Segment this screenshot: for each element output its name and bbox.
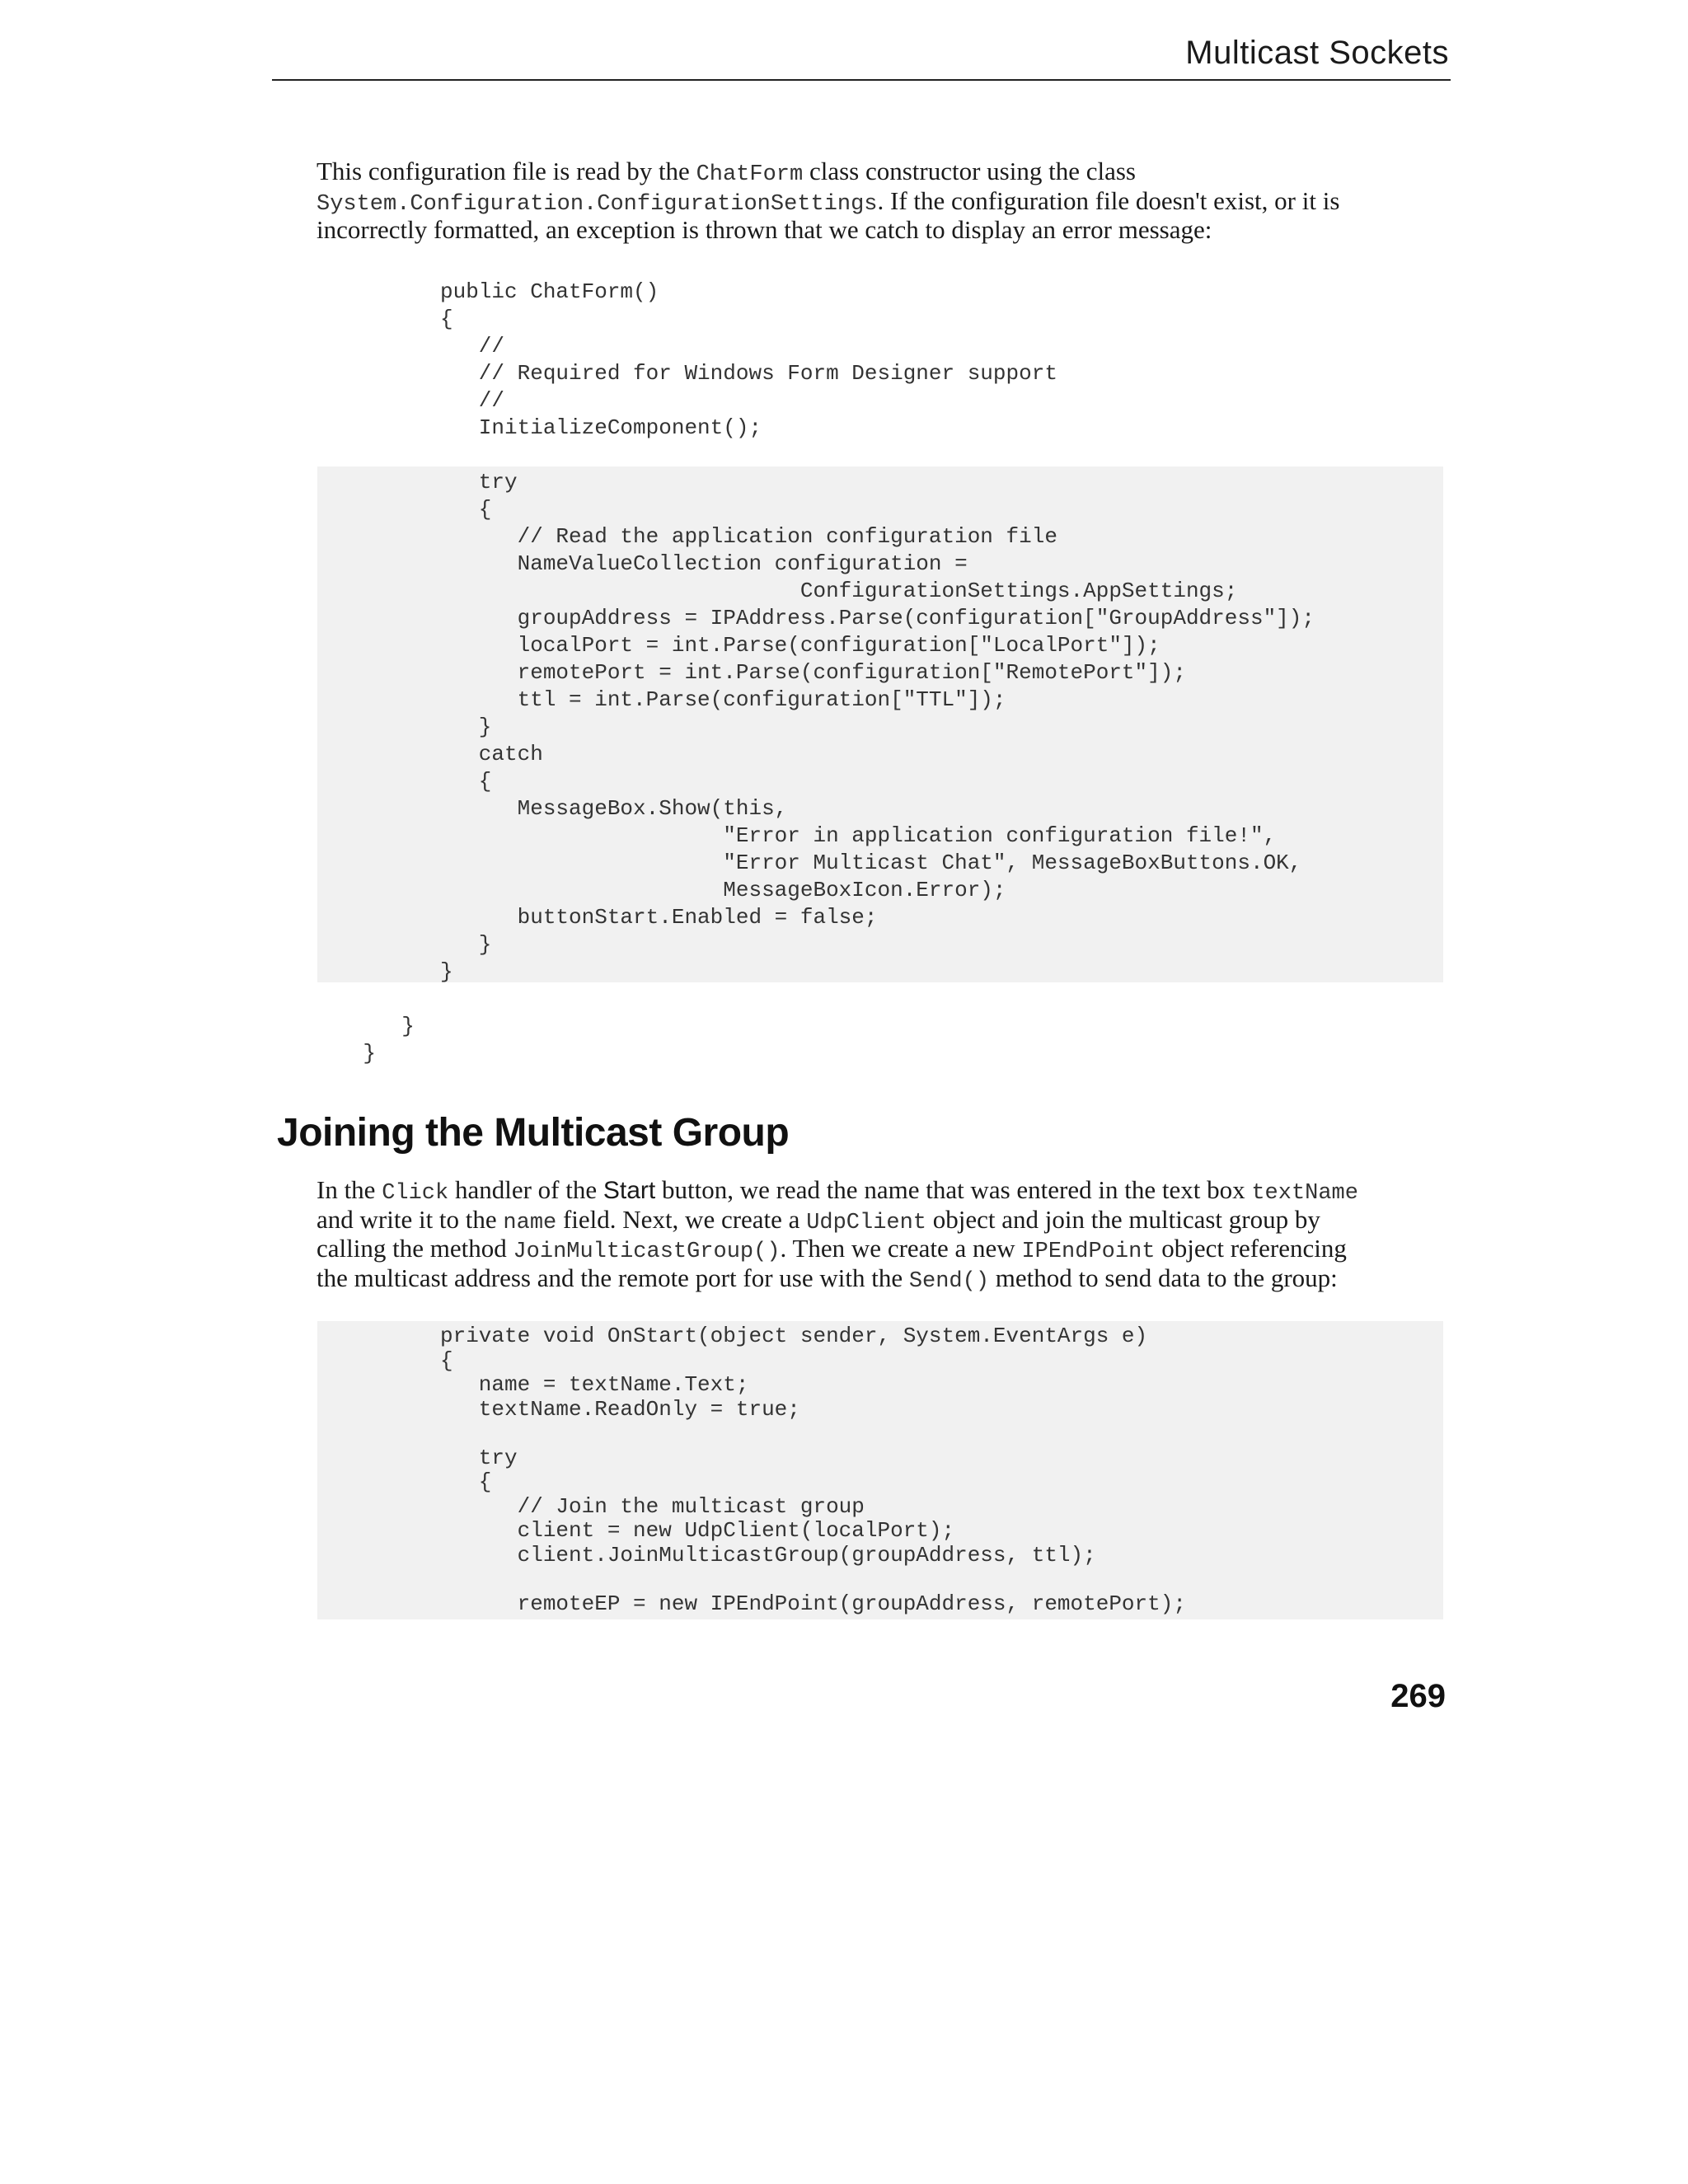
inline-code: Send() bbox=[908, 1268, 990, 1294]
body-paragraph bbox=[316, 1175, 1454, 1292]
code-line: } bbox=[401, 1014, 415, 1038]
code-line bbox=[440, 442, 1315, 469]
code-line: "Error in application configuration file!", bbox=[440, 823, 1277, 848]
text-run: field. Next, we create a bbox=[556, 1204, 807, 1234]
code-line: groupAddress = IPAddress.Parse(configuration["GroupAddress"]); bbox=[440, 606, 1315, 630]
text-run: object and join the multicast group by bbox=[926, 1204, 1320, 1234]
text-run: handler of the bbox=[448, 1175, 603, 1204]
code-line: private void OnStart(object sender, System.EventArgs e) bbox=[440, 1324, 1148, 1348]
text-run: calling the method bbox=[316, 1234, 513, 1263]
code-line: public ChatForm() bbox=[440, 279, 659, 304]
code-line: textName.ReadOnly = true; bbox=[440, 1396, 800, 1422]
inline-code: IPEndPoint bbox=[1021, 1240, 1156, 1264]
code-line: NameValueCollection configuration = bbox=[440, 551, 968, 576]
code-line bbox=[440, 1568, 1186, 1592]
paragraph-line bbox=[316, 1234, 1454, 1263]
paragraph-line bbox=[316, 1205, 1454, 1235]
code-line: ttl = int.Parse(configuration["TTL"]); bbox=[440, 687, 1006, 712]
code-line: // bbox=[440, 388, 505, 413]
inline-code: UdpClient bbox=[806, 1210, 927, 1235]
code-line: // bbox=[440, 334, 505, 359]
text-run: button, we read the name that was entered in the text box bbox=[655, 1175, 1252, 1204]
code-line: } bbox=[440, 959, 453, 984]
code-line: // Read the application configuration file bbox=[440, 524, 1057, 549]
text-run: . If the configuration file doesn't exist, or it is bbox=[877, 185, 1340, 215]
paragraph-line bbox=[316, 1175, 1454, 1205]
code-line: client.JoinMulticastGroup(groupAddress, ttl); bbox=[440, 1542, 1096, 1568]
text-run: object referencing bbox=[1155, 1234, 1347, 1263]
code-line: { bbox=[440, 307, 453, 331]
code-line: ConfigurationSettings.AppSettings; bbox=[440, 579, 1238, 603]
text-run: class constructor using the class bbox=[803, 157, 1136, 185]
code-line: } bbox=[440, 932, 492, 957]
text-run: method to send data to the group: bbox=[989, 1263, 1338, 1292]
text-run: This configuration file is read by the bbox=[316, 157, 696, 185]
code-line: remoteEP = new IPEndPoint(groupAddress, remotePort); bbox=[440, 1591, 1186, 1616]
code-line bbox=[440, 1422, 1186, 1446]
text-run: incorrectly formatted, an exception is thrown that we catch to display an error message: bbox=[316, 215, 1212, 244]
inline-code: name bbox=[503, 1210, 557, 1235]
code-line: try bbox=[440, 1445, 518, 1470]
code-line bbox=[440, 986, 1315, 1013]
code-block bbox=[363, 279, 1315, 1067]
page-number: 269 bbox=[1390, 1678, 1446, 1714]
code-line: catch bbox=[440, 742, 543, 766]
code-line: name = textName.Text; bbox=[440, 1372, 749, 1397]
code-line: localPort = int.Parse(configuration["LocalPort"]); bbox=[440, 633, 1160, 658]
text-run: In the bbox=[316, 1175, 382, 1204]
inline-code: JoinMulticastGroup() bbox=[513, 1240, 781, 1264]
inline-code: textName bbox=[1251, 1181, 1358, 1206]
ui-label: Start bbox=[603, 1177, 656, 1204]
code-line: { bbox=[440, 1347, 453, 1373]
code-line: buttonStart.Enabled = false; bbox=[440, 905, 878, 930]
text-run: and write it to the bbox=[316, 1204, 504, 1234]
code-line: MessageBoxIcon.Error); bbox=[440, 878, 1006, 902]
code-line: { bbox=[440, 769, 492, 794]
running-head: Multicast Sockets bbox=[1185, 35, 1449, 71]
paragraph-line bbox=[316, 1263, 1454, 1293]
text-run: . Then we create a new bbox=[780, 1234, 1022, 1263]
code-line: { bbox=[440, 1469, 492, 1494]
code-line: { bbox=[440, 497, 492, 522]
code-line: InitializeComponent(); bbox=[440, 415, 762, 440]
code-line: } bbox=[440, 715, 492, 739]
inline-code: Click bbox=[382, 1181, 449, 1206]
code-line: MessageBox.Show(this, bbox=[440, 796, 788, 821]
paragraph-line bbox=[316, 157, 1454, 186]
code-line: remotePort = int.Parse(configuration["RemotePort"]); bbox=[440, 660, 1186, 685]
inline-code: ChatForm bbox=[696, 162, 804, 187]
header-rule bbox=[272, 79, 1451, 81]
code-line: try bbox=[440, 470, 518, 494]
intro-paragraph bbox=[316, 157, 1454, 245]
code-line: client = new UdpClient(localPort); bbox=[440, 1518, 955, 1543]
inline-code: System.Configuration.ConfigurationSettings bbox=[316, 191, 878, 217]
code-line: // Join the multicast group bbox=[440, 1493, 865, 1519]
code-line: "Error Multicast Chat", MessageBoxButtons.OK, bbox=[440, 851, 1302, 875]
section-heading: Joining the Multicast Group bbox=[277, 1111, 790, 1155]
paragraph-line bbox=[316, 215, 1454, 245]
code-line: } bbox=[363, 1041, 377, 1066]
paragraph-line bbox=[316, 186, 1454, 216]
code-line: // Required for Windows Form Designer support bbox=[440, 361, 1057, 386]
code-block bbox=[440, 1324, 1186, 1616]
text-run: the multicast address and the remote port for use with the bbox=[316, 1263, 909, 1292]
